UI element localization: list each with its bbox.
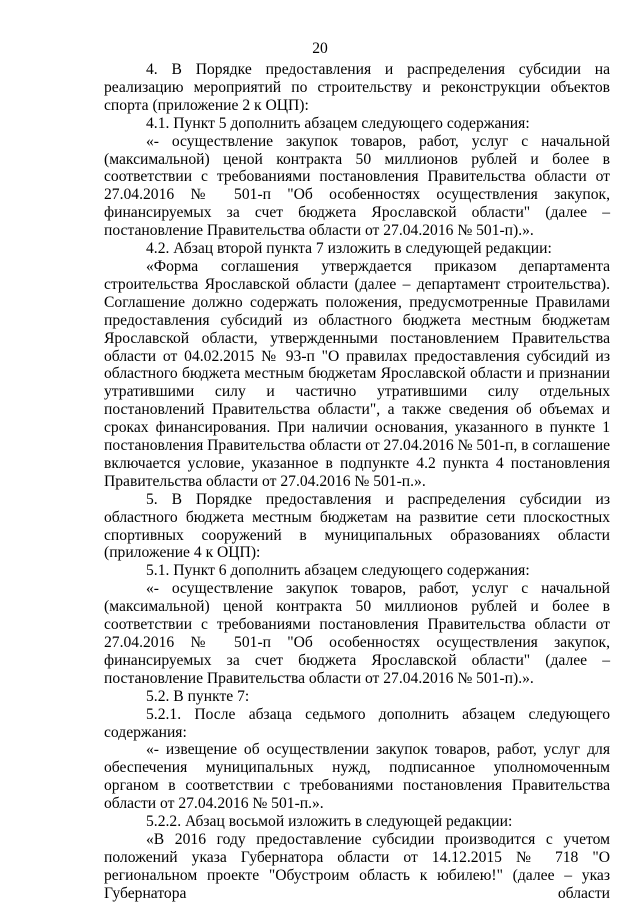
paragraph-item-4-2: 4.2. Абзац второй пункта 7 изложить в следующей редакции: <box>146 240 552 258</box>
paragraph-item-5-2-2: 5.2.2. Абзац восьмой изложить в следующей редакции: <box>146 813 513 831</box>
paragraph-item-5-2-1-quote: «- извещение об осуществлении закупок товаров, работ, услуг для обеспечения муниципальных нужд, подписанное уполномоченным органом в соответствии с требованиями постановления Правительства области от 27.04.2016 № 501-п.». <box>104 741 610 813</box>
page-number: 20 <box>312 40 328 57</box>
paragraph-item-4-2-quote: «Форма соглашения утверждается приказом департамента строительства Ярославской области (далее – департамент строительства). Соглашение должно содержать положения, предусмотренные Правилами предоставления субсидий из областного бюджета местным бюджетам Ярославской области, утвержденными постановлением Правительства области от 04.02.2015 № 93-п "О правилах предоставления субсидий из областного бюджета местным бюджетам Ярославской области и признании утратившими силу и частично утратившими силу отдельных постановлений Правительства области", а также сведения об объемах и сроках финансирования. При наличии основания, указанного в пункте 1 постановления Правительства области от 27.04.2016 № 501-п, в соглашение включается условие, указанное в подпункте 4.2 пункта 4 постановления Правительства области от 27.04.2016 № 501-п.». <box>104 257 610 490</box>
paragraph-item-5: 5. В Порядке предоставления и распределения субсидии из областного бюджета местным бюджетам на развитие сети плоскостных спортивных сооружений в муниципальных образованиях области (приложение 4 к ОЦП): <box>104 490 610 562</box>
document-body <box>104 61 610 903</box>
paragraph-item-4-1-quote: «- осуществление закупок товаров, работ, услуг с начальной (максимальной) ценой контракта 50 миллионов рублей и более в соответствии с требованиями постановления Правительства области от 27.04.2016 № 501-п "Об особенностях осуществления закупок, финансируемых за счет бюджета Ярославской области" (далее – постановление Правительства области от 27.04.2016 № 501-п).». <box>104 132 610 240</box>
paragraph-item-5-1: 5.1. Пункт 6 дополнить абзацем следующего содержания: <box>146 562 530 580</box>
paragraph-item-5-1-quote: «- осуществление закупок товаров, работ, услуг с начальной (максимальной) ценой контракта 50 миллионов рублей и более в соответствии с требованиями постановления Правительства области от 27.04.2016 № 501-п "Об особенностях осуществления закупок, финансируемых за счет бюджета Ярославской области" (далее – постановление Правительства области от 27.04.2016 № 501-п).». <box>104 580 610 687</box>
paragraph-item-4-1: 4.1. Пункт 5 дополнить абзацем следующего содержания: <box>146 114 530 132</box>
paragraph-item-5-2-2-quote: «В 2016 году предоставление субсидии производится с учетом положений указа Губернатора области от 14.12.2015 № 718 "О региональном проекте "Обустроим область к юбилею!" (далее – указ Губернатора области <box>104 830 610 902</box>
paragraph-item-5-2-1: 5.2.1. После абзаца седьмого дополнить абзацем следующего содержания: <box>104 705 610 741</box>
paragraph-item-5-2: 5.2. В пункте 7: <box>146 687 250 705</box>
paragraph-item-4: 4. В Порядке предоставления и распределения субсидии на реализацию мероприятий по строительству и реконструкции объектов спорта (приложение 2 к ОЦП): <box>104 61 610 114</box>
